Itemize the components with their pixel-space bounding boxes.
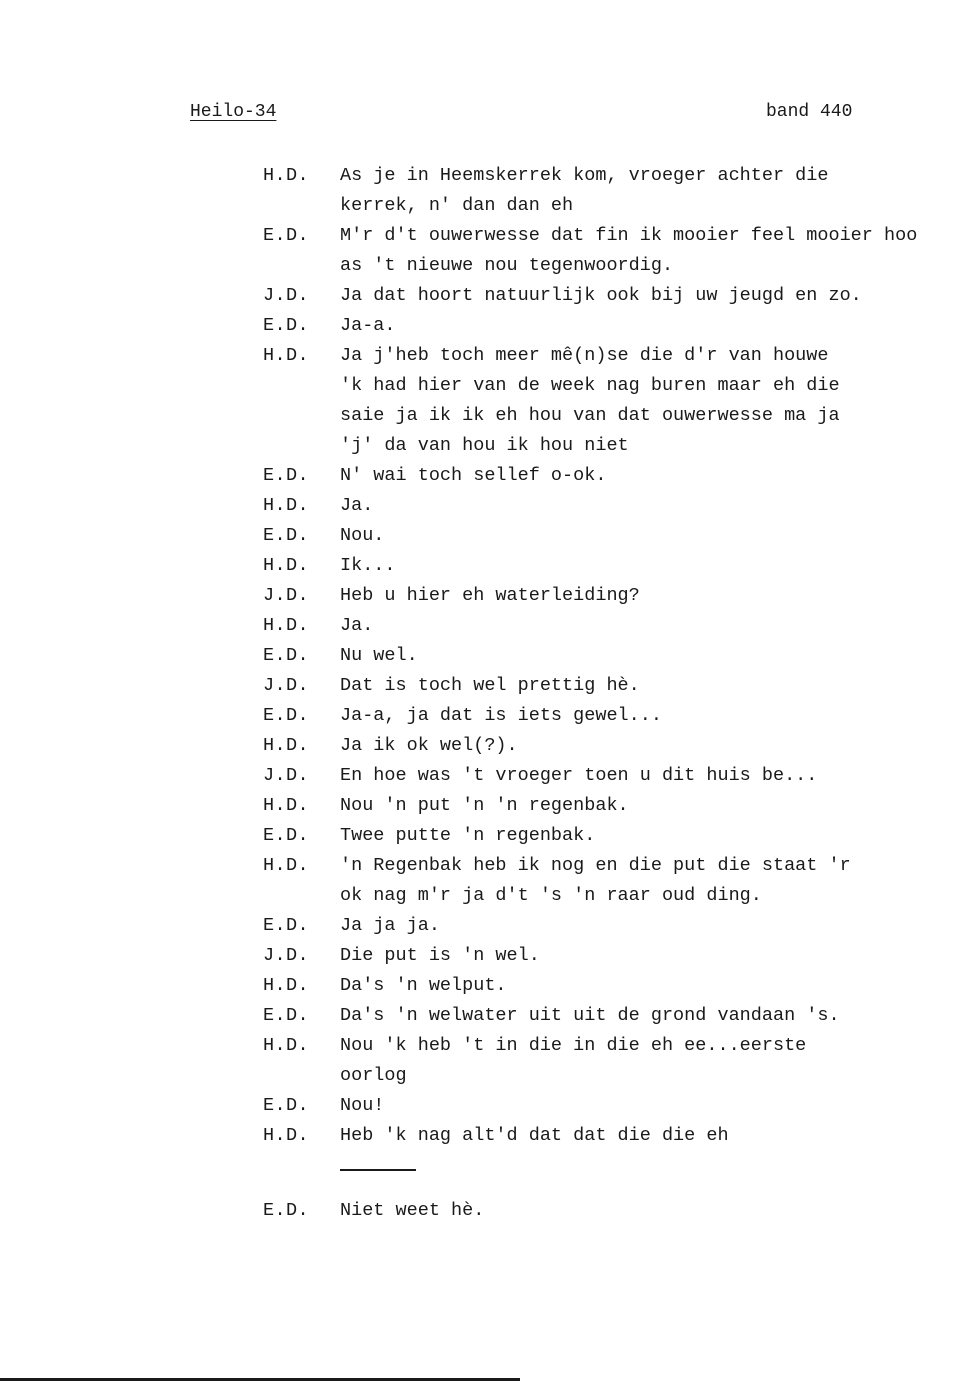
speaker-label: E.D. <box>263 1005 310 1026</box>
utterance <box>340 1091 384 1121</box>
utterance-line: Ja dat hoort natuurlijk ook bij uw jeugd en zo. <box>340 285 862 306</box>
utterance-line: as 't nieuwe nou tegenwoordig. <box>340 255 674 276</box>
utterance <box>340 161 828 221</box>
speaker-label: E.D. <box>263 705 310 726</box>
utterance-line: M'r d't ouwerwesse dat fin ik mooier feel mooier hoo <box>340 225 918 246</box>
utterance-line: Heb 'k nag alt'd dat dat die die eh <box>340 1125 729 1146</box>
speaker-label: J.D. <box>263 675 310 696</box>
utterance-line: Nou. <box>340 525 385 546</box>
utterance-line: kerrek, n' dan dan eh <box>340 195 574 216</box>
utterance-line: Ja-a. <box>340 315 396 336</box>
transcript-row <box>263 941 979 971</box>
utterance <box>340 791 629 821</box>
utterance-line: Die put is 'n wel. <box>340 945 540 966</box>
speaker-label: H.D. <box>263 855 310 876</box>
transcript-row <box>263 641 979 671</box>
utterance-line: Ja j'heb toch meer mê(n)se die d'r van houwe <box>340 345 829 366</box>
transcript-row <box>263 701 979 731</box>
utterance <box>340 1031 806 1091</box>
transcript-row <box>263 1001 979 1031</box>
speaker-label: H.D. <box>263 345 310 366</box>
utterance-line: Twee putte 'n regenbak. <box>340 825 596 846</box>
utterance-line: Da's 'n welwater uit uit de grond vandaan 's. <box>340 1005 840 1026</box>
speaker-label: J.D. <box>263 945 310 966</box>
utterance-line: Nou 'n put 'n 'n regenbak. <box>340 795 629 816</box>
transcript-row <box>263 581 979 611</box>
bottom-edge-rule <box>0 1378 520 1381</box>
transcript-row <box>263 1091 979 1121</box>
transcript-row <box>263 671 979 701</box>
speaker-label: H.D. <box>263 555 310 576</box>
speaker-label: H.D. <box>263 495 310 516</box>
utterance-line: Nou 'k heb 't in die in die eh ee...eerste <box>340 1035 807 1056</box>
utterance <box>340 731 518 761</box>
transcript-row <box>263 491 979 521</box>
speaker-label: E.D. <box>263 315 310 336</box>
transcript-row <box>263 851 979 911</box>
speaker-label: J.D. <box>263 285 310 306</box>
utterance <box>340 311 396 341</box>
transcript-row <box>263 1031 979 1091</box>
utterance-line: Da's 'n welput. <box>340 975 507 996</box>
utterance <box>340 971 507 1001</box>
transcript-row <box>263 911 979 941</box>
transcript-row <box>263 341 979 461</box>
utterance <box>340 1121 729 1151</box>
utterance-line: Ja-a, ja dat is iets gewel... <box>340 705 662 726</box>
transcript-row <box>263 761 979 791</box>
utterance-line: Heb u hier eh waterleiding? <box>340 585 640 606</box>
transcript <box>263 161 979 1226</box>
utterance <box>340 551 396 581</box>
speaker-label: H.D. <box>263 165 310 186</box>
utterance-line: 'j' da van hou ik hou niet <box>340 435 629 456</box>
utterance <box>340 641 418 671</box>
speaker-label: E.D. <box>263 645 310 666</box>
utterance-line: 'n Regenbak heb ik nog en die put die staat 'r <box>340 855 851 876</box>
utterance-line: 'k had hier van de week nag buren maar eh die <box>340 375 840 396</box>
speaker-label: E.D. <box>263 1200 310 1221</box>
utterance-line: Ik... <box>340 555 396 576</box>
utterance <box>340 701 662 731</box>
transcript-row <box>263 791 979 821</box>
utterance-line: ok nag m'r ja d't 's 'n raar oud ding. <box>340 885 762 906</box>
utterance <box>340 851 851 911</box>
speaker-label: H.D. <box>263 615 310 636</box>
utterance <box>340 341 840 461</box>
utterance-line: Ja. <box>340 615 374 636</box>
utterance-line: oorlog <box>340 1065 407 1086</box>
speaker-label: H.D. <box>263 1035 310 1056</box>
band-label: band 440 <box>766 102 853 122</box>
utterance <box>340 821 595 851</box>
speaker-label: J.D. <box>263 585 310 606</box>
speaker-label: H.D. <box>263 795 310 816</box>
utterance-line: Ja. <box>340 495 374 516</box>
utterance <box>340 941 540 971</box>
transcript-row <box>263 1121 979 1151</box>
utterance <box>340 911 440 941</box>
utterance <box>340 491 373 521</box>
utterance <box>340 581 640 611</box>
transcript-row <box>263 1196 979 1226</box>
utterance-line: saie ja ik ik eh hou van dat ouwerwesse ma ja <box>340 405 840 426</box>
utterance-line: As je in Heemskerrek kom, vroeger achter die <box>340 165 829 186</box>
utterance <box>340 611 373 641</box>
utterance-line: Nou! <box>340 1095 385 1116</box>
speaker-label: E.D. <box>263 225 310 246</box>
transcript-row <box>263 971 979 1001</box>
utterance <box>340 1001 840 1031</box>
utterance <box>340 221 917 281</box>
transcript-row <box>263 161 979 221</box>
transcript-row <box>263 611 979 641</box>
speaker-label: H.D. <box>263 975 310 996</box>
transcript-row <box>263 311 979 341</box>
transcript-row <box>263 461 979 491</box>
speaker-label: H.D. <box>263 1125 310 1146</box>
speaker-label: J.D. <box>263 765 310 786</box>
speaker-label: E.D. <box>263 1095 310 1116</box>
utterance-line: Niet weet hè. <box>340 1200 485 1221</box>
utterance-line: Nu wel. <box>340 645 418 666</box>
page-title: Heilo-34 <box>190 102 277 122</box>
transcript-row <box>263 521 979 551</box>
transcript-row <box>263 281 979 311</box>
utterance-line: Dat is toch wel prettig hè. <box>340 675 640 696</box>
utterance <box>340 671 640 701</box>
speaker-label: E.D. <box>263 915 310 936</box>
utterance <box>340 761 817 791</box>
transcript-row <box>263 221 979 281</box>
utterance <box>340 281 862 311</box>
utterance <box>340 1196 484 1226</box>
utterance-line: Ja ik ok wel(?). <box>340 735 518 756</box>
section-divider <box>340 1169 416 1171</box>
transcript-row <box>263 821 979 851</box>
transcript-row <box>263 731 979 761</box>
utterance-line: Ja ja ja. <box>340 915 440 936</box>
utterance <box>340 521 384 551</box>
utterance-line: En hoe was 't vroeger toen u dit huis be... <box>340 765 818 786</box>
speaker-label: E.D. <box>263 465 310 486</box>
speaker-label: E.D. <box>263 525 310 546</box>
utterance-line: N' wai toch sellef o-ok. <box>340 465 607 486</box>
speaker-label: E.D. <box>263 825 310 846</box>
utterance <box>340 461 606 491</box>
transcript-row <box>263 551 979 581</box>
speaker-label: H.D. <box>263 735 310 756</box>
